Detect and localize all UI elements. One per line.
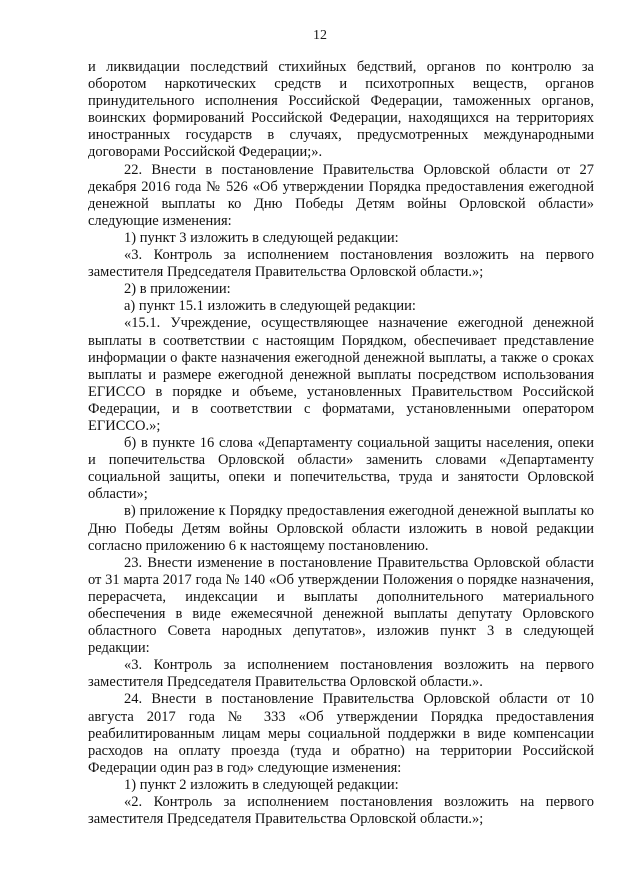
paragraph-item-22-1-text: «3. Контроль за исполнением постановления возложить на первого заместителя Председателя Правительства Орловской области.»; bbox=[88, 247, 594, 281]
paragraph-item-24-1-text: «2. Контроль за исполнением постановления возложить на первого заместителя Председателя Правительства Орловской области.»; bbox=[88, 794, 594, 828]
paragraph-item-22-2-b: б) в пункте 16 слова «Департаменту социальной защиты населения, опеки и попечительства Орловской области» заменить словами «Департаменту социальной защиты, опеки и попечительства, труда и занятости Орловской области»; bbox=[88, 435, 594, 503]
paragraph-item-24: 24. Внести в постановление Правительства Орловской области от 10 августа 2017 года № 333 «Об утверждении Порядка предоставления реабилитированным лицам меры социальной поддержки в виде компенсации расходов на оплату проезда (туда и обратно) на территории Российской Федерации один раз в год» следующие изменения: bbox=[88, 691, 594, 776]
paragraph-item-23: 23. Внести изменение в постановление Правительства Орловской области от 31 марта 2017 года № 140 «Об утверждении Положения о порядке назначения, перерасчета, индексации и выплаты дополнительного материального обеспечения в виде ежемесячной денежной выплаты депутату Орловского областного Совета народных депутатов», изложив пункт 3 в следующей редакции: bbox=[88, 554, 594, 657]
paragraph-item-24-1: 1) пункт 2 изложить в следующей редакции: bbox=[124, 776, 399, 793]
paragraph-item-22-1: 1) пункт 3 изложить в следующей редакции: bbox=[124, 229, 399, 246]
paragraph-item-22-2-a: а) пункт 15.1 изложить в следующей редакции: bbox=[124, 298, 416, 315]
page-number: 12 bbox=[313, 28, 327, 43]
paragraph-item-22-2: 2) в приложении: bbox=[124, 281, 231, 298]
document-body bbox=[88, 59, 594, 828]
paragraph-item-23-text: «3. Контроль за исполнением постановления возложить на первого заместителя Председателя Правительства Орловской области.». bbox=[88, 657, 594, 691]
paragraph-item-22-2-v: в) приложение к Порядку предоставления ежегодной денежной выплаты ко Дню Победы Детям войны Орловской области изложить в новой редакции согласно приложению 6 к настоящему постановлению. bbox=[88, 503, 594, 554]
paragraph-item-15-1-text: «15.1. Учреждение, осуществляющее назначение ежегодной денежной выплаты в соответствии с настоящим Порядком, обеспечивает представление информации о факте назначения ежегодной денежной выплаты, а также о сроках выплаты и размере ежегодной денежной выплаты посредством использования ЕГИССО в порядке и объеме, установленных Правительством Российской Федерации, и в соответствии с форматами, установленными оператором ЕГИССО.»; bbox=[88, 315, 594, 434]
paragraph-continuation: и ликвидации последствий стихийных бедствий, органов по контролю за оборотом наркотических средств и психотропных веществ, органов принудительного исполнения Российской Федерации, таможенных органов, воинских формирований Российской Федерации, находящихся на территориях иностранных государств в случаях, предусмотренных международными договорами Российской Федерации;». bbox=[88, 59, 594, 161]
paragraph-item-22: 22. Внести в постановление Правительства Орловской области от 27 декабря 2016 года № 526 «Об утверждении Порядка предоставления ежегодной денежной выплаты ко Дню Победы Детям войны Орловской области» следующие изменения: bbox=[88, 161, 594, 229]
